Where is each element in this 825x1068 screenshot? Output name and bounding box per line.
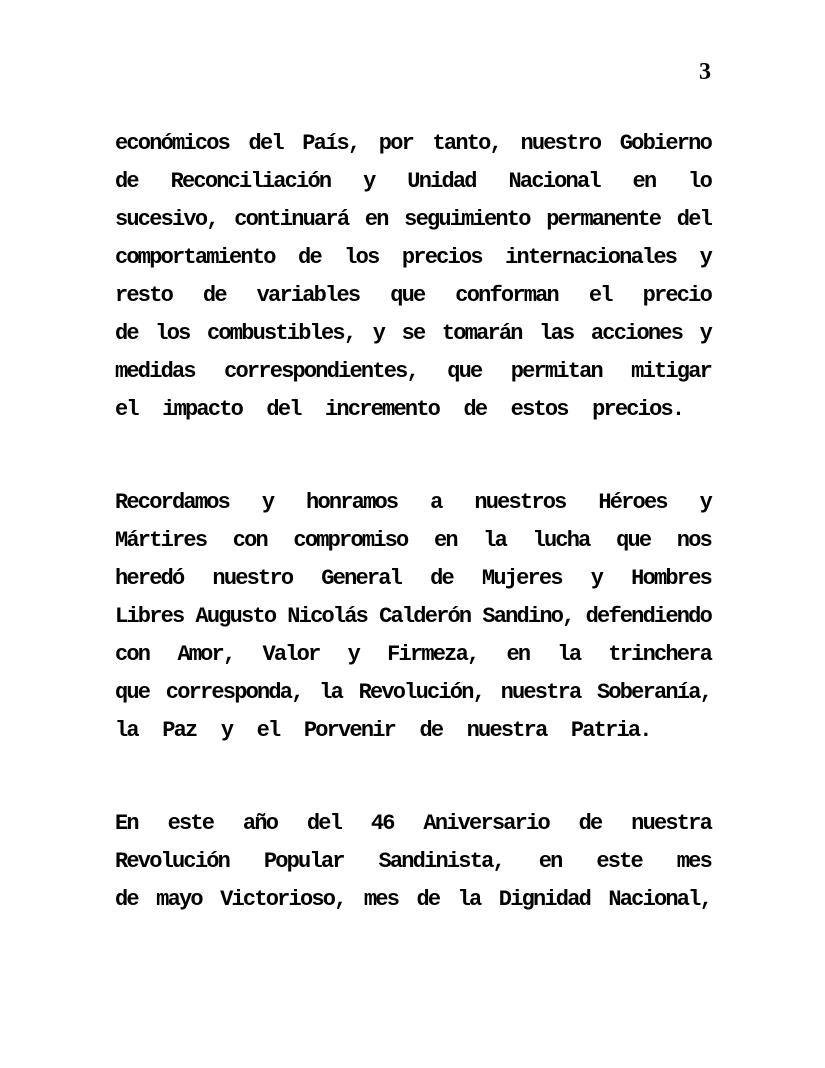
text-line: Mártires con compromiso en la lucha que nos <box>115 528 711 553</box>
paragraph-1 <box>115 125 711 429</box>
text-line: medidas correspondientes, que permitan mitigar <box>115 359 711 384</box>
text-line: Recordamos y honramos a nuestros Héroes y <box>115 490 711 515</box>
paragraph-2 <box>115 484 711 750</box>
text-line: heredó nuestro General de Mujeres y Hombres <box>115 566 711 591</box>
text-line: resto de variables que conforman el precio <box>115 283 711 308</box>
paragraph-3 <box>115 805 711 919</box>
text-line: de los combustibles, y se tomarán las acciones y <box>115 321 711 346</box>
document-body <box>115 125 711 919</box>
text-line: de mayo Victorioso, mes de la Dignidad Nacional, <box>115 887 711 912</box>
text-line: En este año del 46 Aniversario de nuestra <box>115 811 711 836</box>
text-line: Revolución Popular Sandinista, en este mes <box>115 849 711 874</box>
page-number: 3 <box>699 59 711 85</box>
text-line: que corresponda, la Revolución, nuestra Soberanía, <box>115 680 711 705</box>
text-line: Libres Augusto Nicolás Calderón Sandino, defendiendo <box>115 604 711 629</box>
text-line: de Reconciliación y Unidad Nacional en lo <box>115 169 711 194</box>
text-line: comportamiento de los precios internacionales y <box>115 245 711 270</box>
text-line: sucesivo, continuará en seguimiento permanente del <box>115 207 711 232</box>
text-line: el impacto del incremento de estos precios. <box>115 397 684 422</box>
text-line: con Amor, Valor y Firmeza, en la trinchera <box>115 642 711 667</box>
text-line: económicos del País, por tanto, nuestro Gobierno <box>115 131 711 156</box>
text-line: la Paz y el Porvenir de nuestra Patria. <box>115 718 651 743</box>
